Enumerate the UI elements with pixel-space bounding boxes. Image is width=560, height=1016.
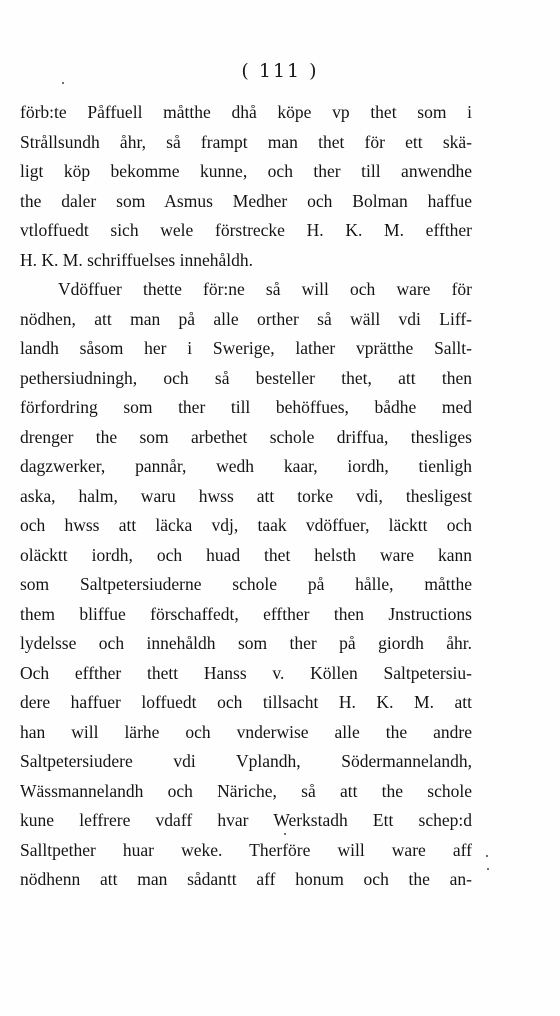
text-line: förfordring som ther till behöffues, bådhe med (20, 397, 472, 417)
text-line: Vdöffuer thette för:ne så will och ware för (58, 279, 472, 299)
print-speck (486, 855, 488, 857)
text-line: Saltpetersiudere vdi Vplandh, Södermannelandh, (20, 751, 472, 771)
text-line: H. K. M. schriffuelses innehåldh. (20, 249, 253, 270)
text-line: och hwss att läcka vdj, taak vdöffuer, läcktt och (20, 515, 472, 535)
text-line: som Saltpetersiuderne schole på hålle, måtthe (20, 574, 472, 594)
text-line: nödhenn att man sådantt aff honum och the an- (20, 869, 472, 889)
text-line: Wässmannelandh och Näriche, så att the schole (20, 780, 472, 801)
text-line: aska, halm, waru hwss att torke vdi, thesligest (20, 485, 472, 506)
text-line: the daler som Asmus Medher och Bolman haffue (20, 190, 472, 211)
text-line: ligt köp bekomme kunne, och ther till anwendhe (20, 161, 472, 181)
text-line: Salltpether huar weke. Therföre will ware aff (20, 839, 472, 860)
text-line: dagzwerker, pannår, wedh kaar, iordh, tienligh (20, 456, 472, 476)
print-speck (487, 868, 489, 870)
text-line: Strållsundh åhr, så frampt man thet för ett skä- (20, 131, 472, 152)
text-line: han will lärhe och vnderwise alle the andre (20, 721, 472, 742)
text-line: pethersiudningh, och så besteller thet, att then (20, 367, 472, 388)
text-line: Och effther thett Hanss v. Köllen Saltpetersiu- (20, 662, 472, 683)
print-speck (284, 833, 286, 835)
text-line: landh såsom her i Swerige, lather vprätthe Sallt- (20, 338, 472, 358)
text-line: dere haffuer loffuedt och tillsacht H. K. M. att (20, 692, 472, 712)
print-speck (62, 82, 64, 84)
text-line: förb:te Påffuell måtthe dhå köpe vp thet som i (20, 102, 472, 122)
text-line: them bliffue förschaffedt, effther then Jnstructions (20, 603, 472, 624)
body-text (20, 98, 472, 895)
text-line: oläcktt iordh, och huad thet helsth ware kann (20, 544, 472, 565)
text-line: kune leffrere vdaff hvar Werkstadh Ett schep:d (20, 810, 472, 830)
text-line: nödhen, att man på alle orther så wäll vdi Liff- (20, 308, 472, 329)
page-number: ( 111 ) (241, 60, 319, 82)
text-line: drenger the som arbethet schole driffua, thesliges (20, 426, 472, 447)
text-line: lydelsse och innehåldh som ther på giordh åhr. (20, 633, 472, 653)
text-line: vtloffuedt sich wele förstrecke H. K. M. effther (20, 220, 472, 240)
